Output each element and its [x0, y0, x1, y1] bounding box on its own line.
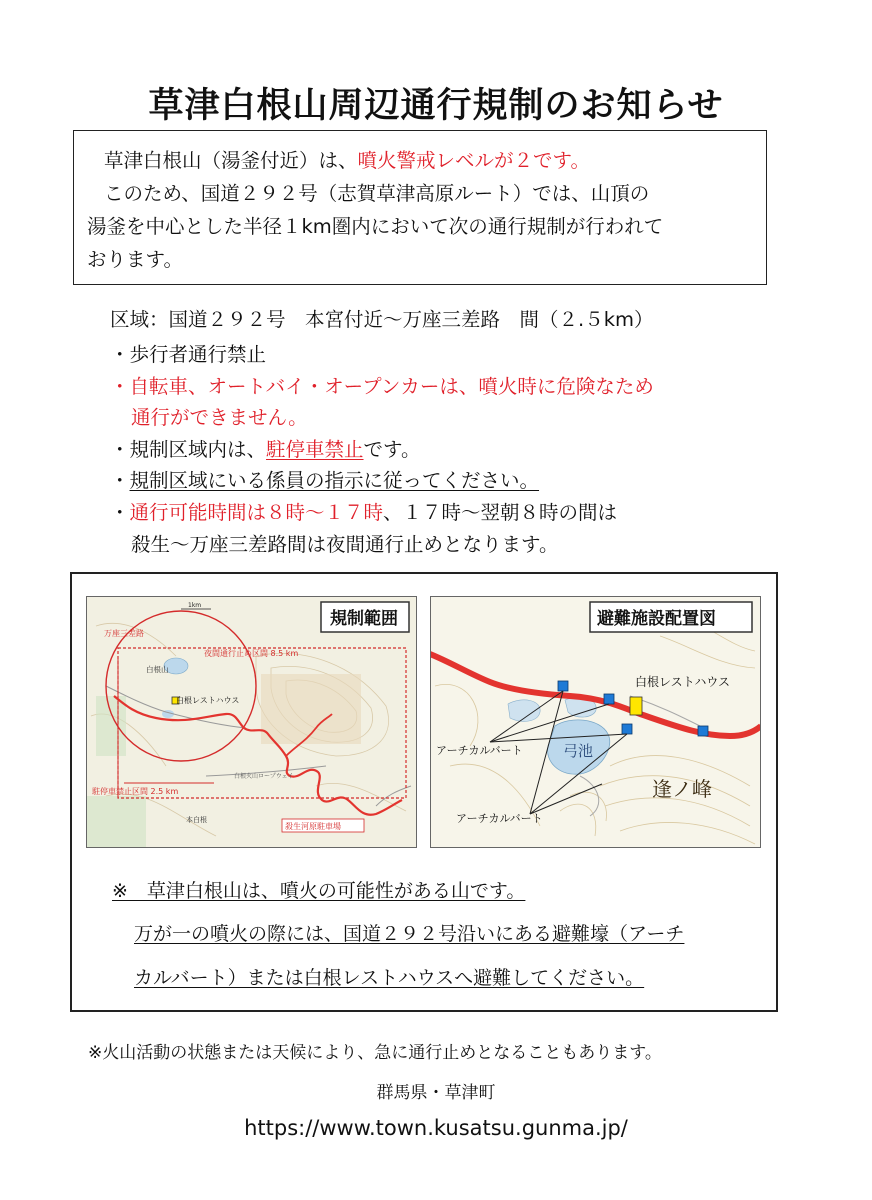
sessho-parking-label: 殺生河原駐車場: [285, 822, 341, 831]
culvert-label-1: アーチカルバート: [436, 744, 523, 757]
culvert-marker: [558, 681, 568, 691]
intro-line-2: このため、国道２９２号（志賀草津高原ルート）では、山頂の: [104, 182, 650, 205]
alert-level-text: 噴火警戒レベルが２です。: [357, 149, 590, 172]
rule-pedestrian: ・歩行者通行禁止: [110, 343, 267, 366]
area-line: 区域：国道２９２号 本宮付近～万座三差路 間（２.５km）: [110, 308, 654, 331]
map-box: [70, 572, 778, 1012]
note-line-1: ※ 草津白根山は、噴火の可能性がある山です。: [112, 880, 526, 902]
regulation-badge-label: 規制範囲: [330, 609, 398, 629]
regulation-map-svg: [86, 596, 417, 848]
rule-parking-c: です。: [363, 438, 421, 461]
forest-patch: [96, 696, 126, 756]
intro-line-1-text: 草津白根山（湯釜付近）は、: [104, 149, 358, 172]
regulation-map: [86, 596, 417, 848]
yumiike-label: 弓池: [563, 742, 594, 760]
intro-line-1: [104, 145, 590, 173]
rule-staff: [110, 465, 539, 493]
forest-patch: [86, 796, 146, 848]
scale-label: 1km: [188, 602, 202, 609]
rule-parking: [110, 434, 420, 462]
culvert-marker: [604, 694, 614, 704]
page-title: 草津白根山周辺通行規制のお知らせ: [148, 86, 724, 126]
culvert-marker: [622, 724, 632, 734]
ainomine-label: 逢ノ峰: [652, 777, 712, 801]
note-line-2: 万が一の噴火の際には、国道２９２号沿いにある避難壕（アーチ: [134, 923, 685, 945]
rule-parking-a: ・規制区域内は、: [110, 438, 267, 461]
evacuation-map-svg: [430, 596, 761, 848]
rest-house-label: 白根レストハウス: [176, 696, 240, 705]
culvert-marker: [698, 726, 708, 736]
author: 群馬県・草津町: [376, 1083, 496, 1103]
manza-junction-label: 万座三差路: [104, 629, 144, 638]
evacuation-badge-label: 避難施設配置図: [597, 609, 716, 629]
rest-house-marker: [630, 697, 642, 715]
evacuation-map: [430, 596, 761, 848]
rule-hours-cont: 殺生～万座三差路間は夜間通行止めとなります。: [131, 533, 559, 556]
note-line-3: カルバート）または白根レストハウスへ避難してください。: [134, 967, 645, 989]
intro-line-3: 湯釜を中心とした半径１km圏内において次の通行規制が行われて: [87, 215, 664, 238]
footer-note: ※火山活動の状態または天候により、急に通行止めとなることもあります。: [88, 1043, 662, 1063]
rule-hours: [110, 497, 617, 525]
rule-staff-text: 規制区域にいる係員の指示に従ってください。: [129, 469, 540, 492]
rule-bicycle: ・自転車、オートバイ・オープンカーは、噴火時に危険なため: [110, 375, 654, 398]
shirane-label: 白根山: [146, 665, 169, 674]
rule-staff-bullet: ・: [110, 469, 130, 492]
ropeway-label: 白根火山ロープウェイ: [234, 773, 294, 780]
rule-hours-b: 、１７時～翌朝８時の間は: [383, 501, 618, 524]
no-parking-text: 駐停車禁止: [266, 438, 364, 461]
motoshirane-label: 本白根: [186, 816, 207, 824]
rest-house-label: 白根レストハウス: [635, 675, 731, 689]
intro-line-4: おります。: [87, 248, 183, 271]
no-parking-span-label: 駐停車禁止区間 2.5 km: [92, 787, 179, 796]
rule-hours-bullet: ・: [110, 501, 130, 524]
intro-box: [73, 130, 767, 285]
hours-text: 通行可能時間は８時～１７時: [129, 501, 384, 524]
rule-bicycle-cont: 通行ができません。: [131, 406, 308, 429]
night-closure-label: 夜間通行止め区間 8.5 km: [204, 649, 299, 658]
culvert-label-2: アーチカルバート: [456, 812, 543, 825]
website-url[interactable]: https://www.town.kusatsu.gunma.jp/: [244, 1116, 628, 1140]
